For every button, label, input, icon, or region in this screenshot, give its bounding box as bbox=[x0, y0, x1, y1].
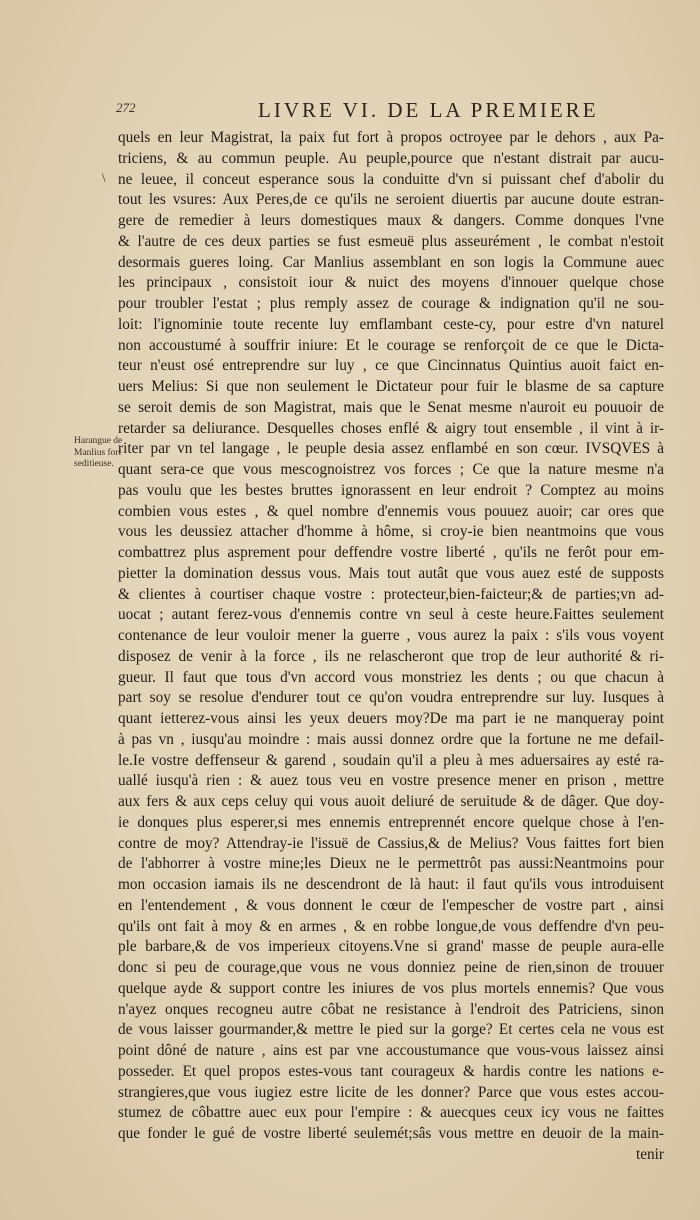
text-line: desormais gueres loing. Car Manlius assemblant en son logis la Commune auec bbox=[118, 253, 664, 271]
text-line: en l'entendement , & vous donnent le cœur de l'empescher de vostre part , ainsi bbox=[118, 896, 664, 914]
text-line: le.Ie vostre deffenseur & garend , soudain qu'il a pleu à mes aduersaires ay esté ra- bbox=[118, 751, 664, 769]
text-line: donc si peu de courage,que vous ne vous donniez peine de rien,sinon de trouuer bbox=[118, 959, 664, 976]
page-number: 272 bbox=[116, 100, 136, 115]
text-line: contenance de leur vouloir mener la guerre , vous aurez la paix : s'ils vous voyent bbox=[118, 627, 664, 644]
margin-mark: \ bbox=[102, 170, 106, 185]
text-line: & clientes à courtiser chaque vostre : protecteur,bien-faicteur;& de parties;vn ad- bbox=[118, 585, 664, 603]
text-line: strangieres,que vous iugiez estre licite de les donner? Parce que vous estes accou- bbox=[118, 1083, 664, 1101]
text-line: aux fers & aux ceps celuy qui vous auoit deliuré de seruitude & de dâger. Que doy- bbox=[118, 793, 664, 810]
text-line: & l'autre de ces deux parties se fust esmeuë plus asseurément , le combat n'estoit bbox=[118, 232, 664, 250]
text-line: loit: l'ignominie toute recente luy emflambant ceste-cy, pour estre d'vn naturel bbox=[118, 315, 664, 333]
text-line: se seroit demis de son Magistrat, mais que le Senat mesme n'auroit eu pouuoir de bbox=[118, 398, 664, 416]
text-line: teur n'eust osé entreprendre sur luy , ce que Cincinnatus Quintius auoit faict en- bbox=[118, 357, 664, 375]
text-line: quels en leur Magistrat, la paix fut fort à propos octroyee par le dehors , aux Pa- bbox=[118, 129, 664, 146]
text-line: riter par vn tel langage , le peuple desia assez enflambé en son cœur. IVSQVES à bbox=[118, 440, 664, 458]
text-line: uers Melius: Si que non seulement le Dictateur pour fuir le blasme de sa capture bbox=[118, 378, 664, 395]
body-text bbox=[118, 128, 664, 1166]
text-line: à pas vn , iusqu'au moindre : mais aussi donnez ordre que la fortune ne me defail- bbox=[118, 730, 664, 748]
text-line: tout les vsures: Aux Peres,de ce qu'ils ne seroient diuertis par aucune doute estran- bbox=[118, 191, 664, 209]
margin-note-line: seditieuse. bbox=[74, 459, 114, 469]
text-line: disposez de venir à la force , ils ne relascheront que trop de leur authorité & ri- bbox=[118, 647, 664, 665]
text-line: triciens, & au commun peuple. Au peuple,pource que n'estant distrait par aucu- bbox=[118, 149, 664, 167]
text-line: contre de moy? Attendray-ie l'issuë de Cassius,& de Melius? Vous faittes fort bien bbox=[118, 834, 664, 852]
running-title: LIVRE VI. DE LA PREMIERE bbox=[258, 98, 599, 122]
text-line: quant sera-ce que vous mescognoistrez vos forces ; Ce que la nature mesme n'a bbox=[118, 461, 664, 478]
text-line: uocat ; autant ferez-vous d'ennemis contre vn seul à ceste heure.Faittes seulement bbox=[118, 606, 664, 624]
text-line: qu'ils ont fait à moy & en armes , & en robbe longue,de vous deffendre d'vn peu- bbox=[118, 917, 664, 935]
text-line: quelque ayde & support contre les iniures de vos plus mortels ennemis? Que vous bbox=[118, 979, 664, 997]
margin-note-line: Manlius fort bbox=[74, 447, 122, 458]
text-line: gueur. Il faut que tous d'vn accord vous monstriez les dents ; ou que chacun à bbox=[118, 668, 664, 686]
text-line: part soy se resolue d'endurer tout ce qu'on voudra entreprendre sur luy. Iusques à bbox=[118, 689, 664, 707]
text-line: de vous laisser gourmander,& mettre le pied sur la gorge? Et certes cela ne vous est bbox=[118, 1021, 664, 1039]
text-line: ie donques plus esperer,si mes ennemis entreprennét encore quelque chose à l'en- bbox=[118, 813, 664, 831]
text-line: mon occasion iamais ils ne descendront de là haut: il faut qu'ils vous introduisent bbox=[118, 876, 664, 893]
text-line: retarder sa deliurance. Desquelles choses enflé & aigry tout ensemble , il vint à ir- bbox=[118, 419, 664, 437]
text-line: pietter la domination dessus vous. Mais tout autât que vous auez esté de supposts bbox=[118, 564, 664, 582]
text-line: point dôné de nature , ains est par vne accoustumance que vous-vous laissez ainsi bbox=[118, 1042, 664, 1059]
text-line: n'ayez onques recogneu autre côbat ne resistance à l'endroit des Patriciens, sinon bbox=[118, 1000, 664, 1018]
text-line: de l'abhorrer à vostre mine;les Dieux ne le permettrôt pas aussi:Neantmoins pour bbox=[118, 855, 664, 873]
text-line: uallé iusqu'à rien : & auez tous veu en vostre presence mener en prison , mettre bbox=[118, 772, 664, 790]
text-line: non accoustumé à souffrir iniure: Et le courage se renforçoit de ce que le Dicta- bbox=[118, 336, 664, 354]
margin-note-line: Harangue de bbox=[74, 436, 123, 446]
catchword: tenir bbox=[635, 1145, 664, 1163]
text-line: pour troubler l'estat ; plus remply assez de courage & indignation qu'il ne sou- bbox=[118, 295, 664, 312]
text-line: stumez de côbattre auec eux pour l'empire : & auecques ceux icy vous ne faittes bbox=[118, 1104, 664, 1122]
text-line: ple barbare,& de vos imperieux citoyens.Vne si grand' masse de peuple aura-elle bbox=[118, 938, 664, 956]
text-line: gere de remedier à leurs domestiques maux & dangers. Comme donques l'vne bbox=[118, 212, 664, 229]
text-line: ne leuee, il conceut esperance sous la conduitte d'vn si puissant chef d'abolir du bbox=[118, 170, 664, 188]
text-line: combattrez plus asprement pour deffendre vostre liberté , qu'ils ne ferôt pour em- bbox=[118, 544, 664, 561]
text-line: pas voulu que les bestes bruttes ignorassent en leur endroit ? Comptez au moins bbox=[118, 481, 664, 499]
text-line: vous les deussiez attacher d'homme à hôme, si croy-ie bien neantmoins que vous bbox=[118, 523, 664, 541]
text-line: quant ietterez-vous ainsi les yeux deuers moy?De ma part ie ne manqueray point bbox=[118, 710, 664, 727]
text-line: combien vous estes , & quel nombre d'ennemis vous pouuez auoir; car ores que bbox=[118, 502, 664, 520]
text-line: que fonder le gué de vostre liberté seulemét;sâs vous mettre en deuoir de la main- bbox=[118, 1125, 664, 1142]
text-line: posseder. Et quel propos estes-vous tant courageux & hardis contre les nations e- bbox=[118, 1062, 664, 1080]
text-line: les principaux , consistoit iour & nuict des moyens d'innouer quelque chose bbox=[118, 274, 664, 292]
